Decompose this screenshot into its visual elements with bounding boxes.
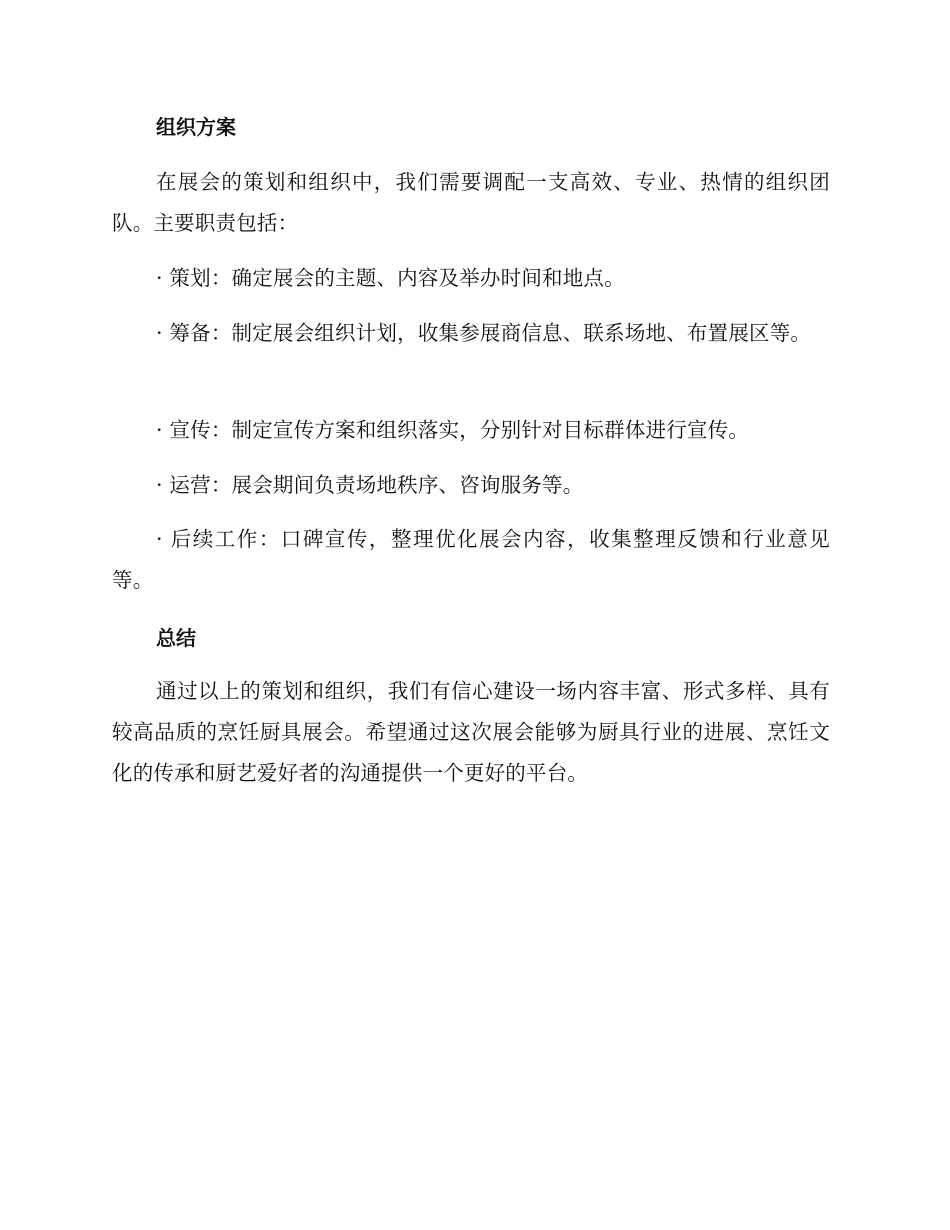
intro-paragraph: 在展会的策划和组织中，我们需要调配一支高效、专业、热情的组织团队。主要职责包括： xyxy=(112,170,830,235)
list-item-promotion: · 宣传：制定宣传方案和组织落实，分别针对目标群体进行宣传。 xyxy=(156,418,750,442)
list-item-planning: · 策划：确定展会的主题、内容及举办时间和地点。 xyxy=(156,266,625,290)
section-heading-organization: 组织方案 xyxy=(156,115,236,139)
list-item-preparation: · 筹备：制定展会组织计划，收集参展商信息、联系场地、布置展区等。 xyxy=(156,321,812,345)
list-item-operation: · 运营：展会期间负责场地秩序、咨询服务等。 xyxy=(156,473,584,497)
section-heading-summary: 总结 xyxy=(156,626,196,650)
list-item-follow-up: · 后续工作：口碑宣传，整理优化展会内容，收集整理反馈和行业意见等。 xyxy=(112,527,830,592)
summary-paragraph: 通过以上的策划和组织，我们有信心建设一场内容丰富、形式多样、具有较高品质的烹饪厨具展会。希望通过这次展会能够为厨具行业的进展、烹饪文化的传承和厨艺爱好者的沟通提供一个更好的平台。 xyxy=(112,679,830,785)
